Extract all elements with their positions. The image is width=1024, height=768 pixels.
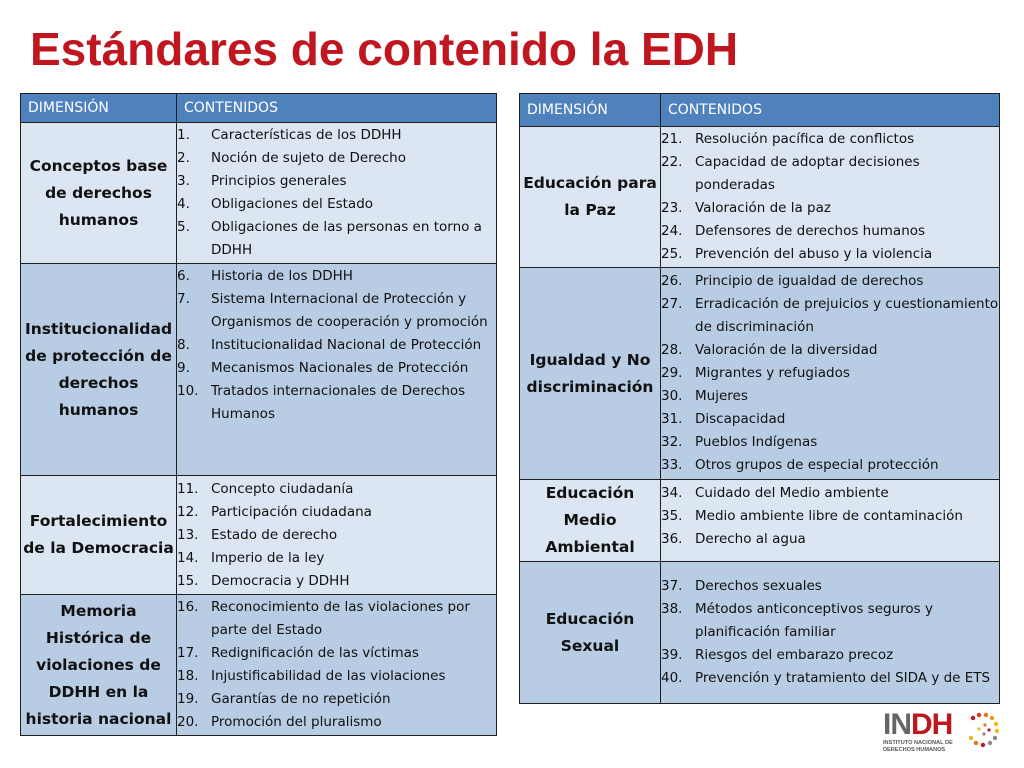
dimension-cell: Fortalecimiento de la Democracia: [21, 476, 177, 595]
dimension-cell: Educación Medio Ambiental: [520, 480, 661, 562]
list-item: 4. Obligaciones del Estado: [177, 196, 374, 212]
dimension-cell: Institucionalidad de protección de derechos humanos: [21, 264, 177, 476]
list-item: 36. Derecho al agua: [661, 531, 806, 547]
contents-cell: [661, 480, 1000, 562]
list-item: 3. Principios generales: [177, 173, 347, 189]
dimension-cell: Conceptos base de derechos humanos: [21, 123, 177, 264]
contents-cell: [177, 123, 497, 264]
list-item: 32. Pueblos Indígenas: [661, 434, 818, 450]
dimension-cell: Igualdad y No discriminación: [520, 268, 661, 480]
list-item: 33. Otros grupos de especial protección: [661, 457, 939, 473]
indh-logo: [883, 710, 1003, 754]
list-item: 20. Promoción del pluralismo: [177, 714, 382, 730]
dimension-header: DIMENSIÓN: [21, 94, 177, 123]
contents-cell: [661, 127, 1000, 268]
table-row: [520, 268, 1000, 480]
contents-cell: [661, 562, 1000, 704]
contents-cell: [177, 595, 497, 736]
list-item: 14. Imperio de la ley: [177, 549, 325, 566]
logo-subtitle: INSTITUTO NACIONAL DE DERECHOS HUMANOS: [883, 740, 953, 753]
table-row: [520, 480, 1000, 562]
contents-cell: [661, 268, 1000, 480]
table-row: [21, 595, 497, 736]
list-item: 24. Defensores de derechos humanos: [661, 223, 926, 239]
list-item: 23. Valoración de la paz: [661, 200, 831, 216]
list-item: 11. Concepto ciudadanía: [177, 480, 354, 497]
list-item: 38. Métodos anticonceptivos seguros y planificación familiar: [661, 601, 933, 640]
contents-cell: [177, 476, 497, 595]
list-item: 28. Valoración de la diversidad: [661, 342, 878, 358]
list-item: 7. Sistema Internacional de Protección y Organismos de cooperación y promoción: [177, 291, 488, 330]
list-item: 10. Tratados internacionales de Derechos Humanos: [177, 383, 466, 422]
contents-header: CONTENIDOS: [661, 94, 1000, 127]
list-item: 40. Prevención y tratamiento del SIDA y de ETS: [661, 670, 991, 686]
list-item: 1. Características de los DDHH: [177, 127, 402, 143]
list-item: 15. Democracia y DDHH: [177, 572, 350, 589]
table-row: [520, 562, 1000, 704]
dimension-cell: Memoria Histórica de violaciones de DDHH en la historia nacional: [21, 595, 177, 736]
table-row: [21, 264, 497, 476]
contents-cell: [177, 264, 497, 476]
table-row: [21, 123, 497, 264]
list-item: 5. Obligaciones de las personas en torno a DDHH: [177, 219, 482, 258]
table-row: [21, 476, 497, 595]
table-row: [520, 127, 1000, 268]
list-item: 30. Mujeres: [661, 388, 748, 404]
dimension-cell: Educación para la Paz: [520, 127, 661, 268]
list-item: 22. Capacidad de adoptar decisiones ponderadas: [661, 154, 920, 193]
list-item: 13. Estado de derecho: [177, 526, 338, 543]
list-item: 27. Erradicación de prejuicios y cuestionamiento de discriminación: [661, 296, 999, 335]
right-standards-table: [519, 93, 1000, 704]
list-item: 2. Noción de sujeto de Derecho: [177, 150, 406, 166]
list-item: 29. Migrantes y refugiados: [661, 365, 850, 381]
list-item: 18. Injustificabilidad de las violaciones: [177, 668, 446, 684]
list-item: 31. Discapacidad: [661, 411, 786, 427]
list-item: 19. Garantías de no repetición: [177, 691, 391, 707]
list-item: 26. Principio de igualdad de derechos: [661, 273, 924, 289]
list-item: 17. Redignificación de las víctimas: [177, 645, 419, 661]
list-item: 21. Resolución pacífica de conflictos: [661, 131, 915, 147]
list-item: 9. Mecanismos Nacionales de Protección: [177, 360, 469, 376]
left-standards-table: [20, 93, 497, 736]
list-item: 25. Prevención del abuso y la violencia: [661, 246, 933, 262]
list-item: 12. Participación ciudadana: [177, 503, 372, 520]
list-item: 37. Derechos sexuales: [661, 578, 822, 594]
list-item: 6. Historia de los DDHH: [177, 268, 353, 284]
list-item: 39. Riesgos del embarazo precoz: [661, 647, 894, 663]
dotted-circle-icon: [967, 712, 1001, 752]
list-item: 35. Medio ambiente libre de contaminación: [661, 508, 963, 524]
dimension-header: DIMENSIÓN: [520, 94, 661, 127]
list-item: 16. Reconocimiento de las violaciones por parte del Estado: [177, 599, 470, 638]
page-title: Estándares de contenido la EDH: [30, 23, 739, 75]
dimension-cell: Educación Sexual: [520, 562, 661, 704]
logo-wordmark: INDH: [883, 708, 953, 741]
contents-header: CONTENIDOS: [177, 94, 497, 123]
list-item: 34. Cuidado del Medio ambiente: [661, 485, 889, 501]
list-item: 8. Institucionalidad Nacional de Protección: [177, 337, 482, 353]
